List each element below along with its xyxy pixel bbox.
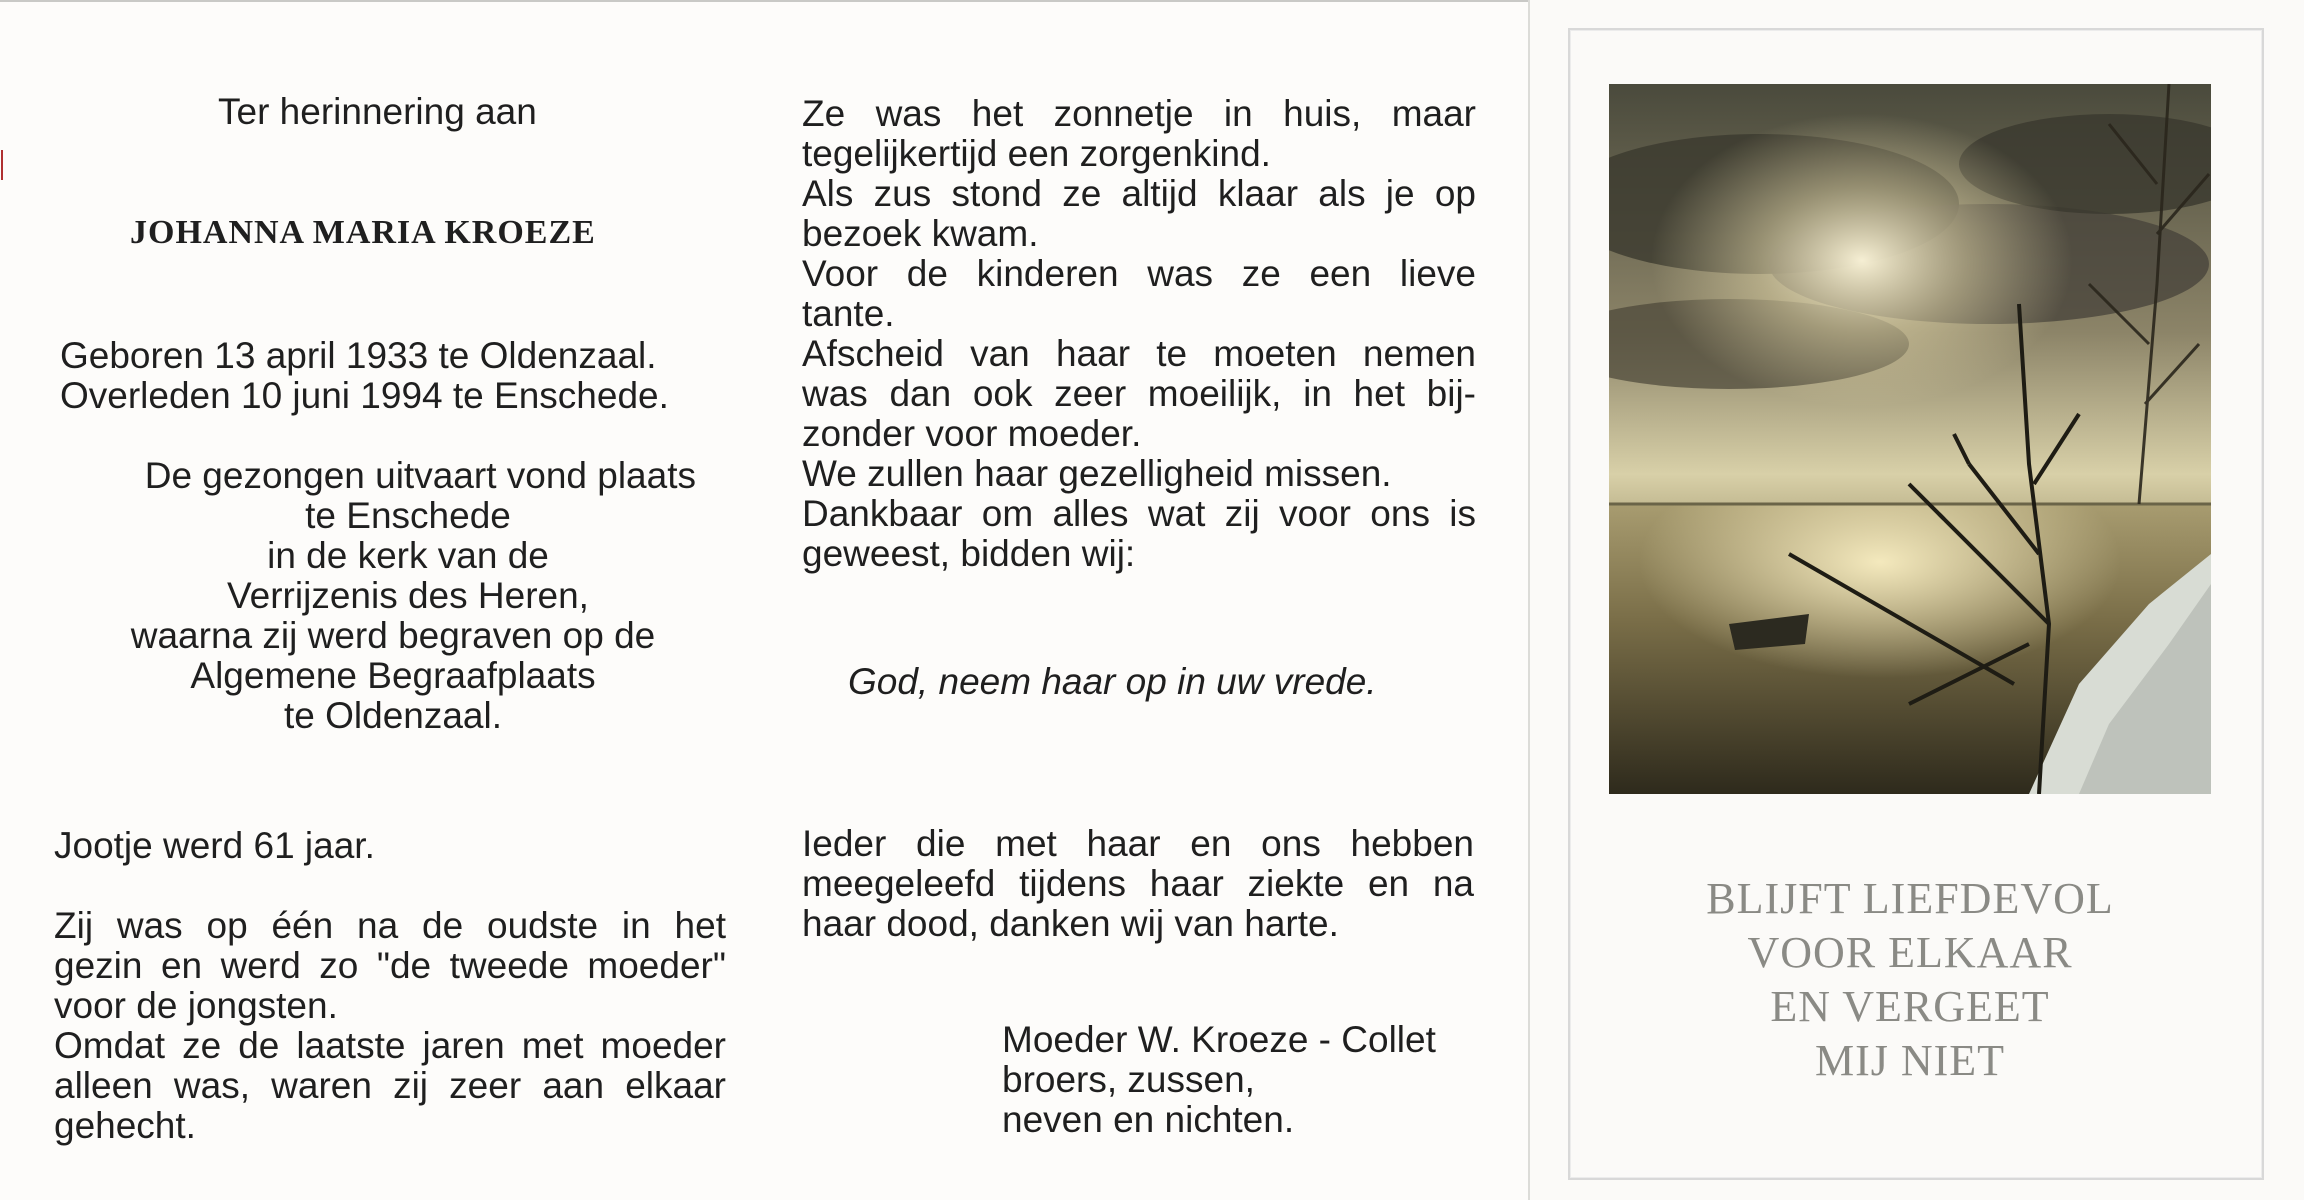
tribute-line: geweest, bidden wij: xyxy=(802,533,1136,574)
funeral-line: in de kerk van de xyxy=(267,535,549,576)
age-text: Jootje werd 61 jaar. xyxy=(54,825,375,866)
tribute-line: We zullen haar gezelligheid missen. xyxy=(802,453,1392,494)
tribute-block xyxy=(802,94,1476,574)
funeral-line: Verrijzenis des Heren, xyxy=(227,575,589,616)
signature-block xyxy=(1002,1020,1502,1140)
thanks-line: haar dood, danken wij van harte. xyxy=(802,903,1339,944)
bio-line: gezin en werd zo "de tweede moeder" xyxy=(54,945,726,986)
death-line: Overleden 10 juni 1994 te Enschede. xyxy=(60,375,669,416)
bio-line: Zij was op één na de oudste in het xyxy=(54,905,726,946)
tribute-line: tante. xyxy=(802,293,895,334)
intro-text: Ter herinnering aan xyxy=(218,91,537,132)
signature-line: Moeder W. Kroeze - Collet xyxy=(1002,1019,1436,1060)
lake-sunset-photo xyxy=(1609,84,2211,794)
slogan-line: MIJ NIET xyxy=(1814,1036,2006,1085)
tribute-line: Dankbaar om alles wat zij voor ons is xyxy=(802,493,1476,534)
funeral-block xyxy=(60,456,726,736)
bio-line: voor de jongsten. xyxy=(54,985,338,1026)
bio-line: alleen was, waren zij zeer aan elkaar xyxy=(54,1065,726,1106)
funeral-line: waarna zij werd begraven op de xyxy=(130,615,656,656)
bio-line: gehecht. xyxy=(54,1105,196,1146)
prayer-text: God, neem haar op in uw vrede. xyxy=(848,661,1377,702)
slogan-line: EN VERGEET xyxy=(1770,982,2050,1031)
bio-block xyxy=(54,906,726,1146)
dates-block xyxy=(60,336,732,416)
tribute-line: bezoek kwam. xyxy=(802,213,1039,254)
tribute-line: Voor de kinderen was ze een lieve xyxy=(802,253,1476,294)
funeral-line: Algemene Begraafplaats xyxy=(190,655,596,696)
top-edge xyxy=(0,0,1528,2)
tribute-line: Afscheid van haar te moeten nemen xyxy=(802,333,1476,374)
funeral-line: De gezongen uitvaart vond plaats xyxy=(144,455,696,496)
slogan-line: VOOR ELKAAR xyxy=(1747,928,2073,977)
tribute-line: was dan ook zeer moeilijk, in het bij- xyxy=(802,373,1476,414)
tribute-line: zonder voor moeder. xyxy=(802,413,1142,454)
slogan-line: BLIJFT LIEFDEVOL xyxy=(1706,874,2114,923)
tribute-line: Ze was het zonnetje in huis, maar xyxy=(802,93,1476,134)
thanks-line: Ieder die met haar en ons hebben xyxy=(802,823,1474,864)
photo-illustration xyxy=(1609,84,2211,794)
slogan xyxy=(1609,872,2211,1088)
funeral-line: te Enschede xyxy=(305,495,511,536)
thanks-block xyxy=(802,824,1474,944)
bio-line: Omdat ze de laatste jaren met moeder xyxy=(54,1025,726,1066)
birth-line: Geboren 13 april 1933 te Oldenzaal. xyxy=(60,335,657,376)
tribute-line: Als zus stond ze altijd klaar als je op xyxy=(802,173,1476,214)
margin-mark xyxy=(1,150,3,180)
deceased-name: JOHANNA MARIA KROEZE xyxy=(130,214,596,251)
thanks-line: meegeleefd tijdens haar ziekte en na xyxy=(802,863,1474,904)
signature-line: broers, zussen, xyxy=(1002,1059,1255,1100)
tribute-line: tegelijkertijd een zorgenkind. xyxy=(802,133,1271,174)
funeral-line: te Oldenzaal. xyxy=(283,695,503,736)
signature-line: neven en nichten. xyxy=(1002,1099,1295,1140)
